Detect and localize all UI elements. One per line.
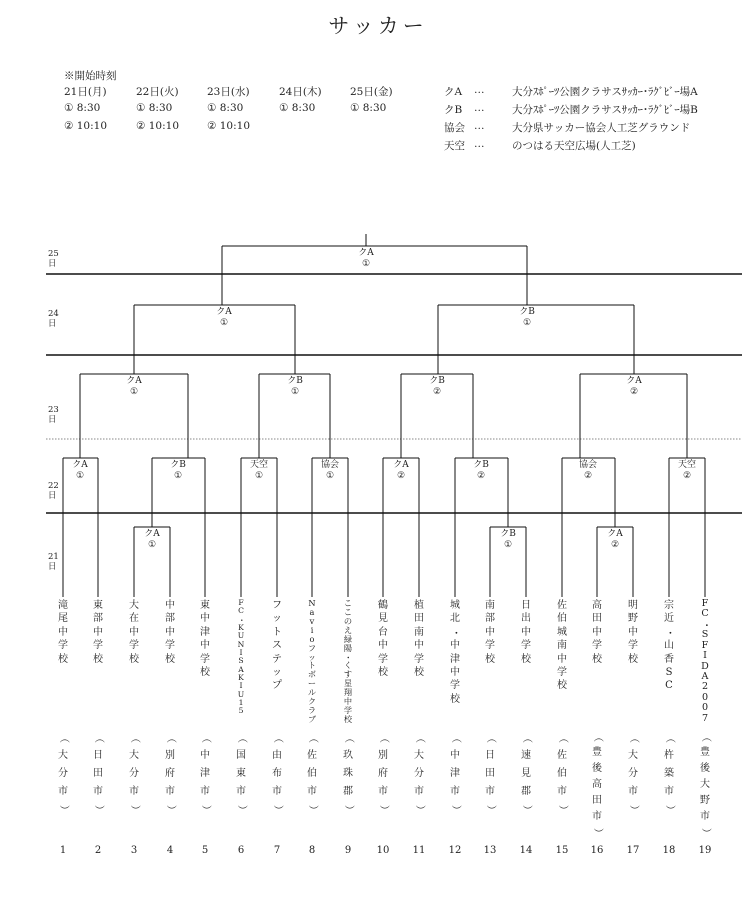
team-city: （ 国 東 市 ） bbox=[236, 733, 247, 815]
match-r1 bbox=[488, 529, 528, 551]
team-name: N a v i o フ ッ ト ボ ー ル ク ラ ブ bbox=[307, 598, 317, 724]
match-slot: ① bbox=[503, 540, 513, 550]
team-name: 宗 近 ・ 山 香 S C bbox=[663, 600, 675, 692]
team-city: （ 別 府 市 ） bbox=[165, 733, 176, 815]
day-number: 22 bbox=[48, 481, 59, 491]
match-venue: クB bbox=[473, 460, 489, 470]
day-number: 25 bbox=[48, 249, 59, 259]
match-final bbox=[346, 248, 386, 270]
team-city: （ 速 見 郡 ） bbox=[521, 733, 532, 815]
venue-name: 大分県サッカー協会人工芝グラウンド bbox=[512, 122, 691, 134]
team-number: 6 bbox=[237, 845, 245, 856]
team-number: 12 bbox=[448, 845, 462, 856]
schedule-time: ② 10:10 bbox=[136, 120, 180, 132]
match-r1 bbox=[595, 529, 635, 551]
team-number: 18 bbox=[662, 845, 676, 856]
match-r2 bbox=[381, 460, 421, 482]
team-name: フ ッ ト ス テ ッ プ bbox=[272, 600, 282, 692]
team-number: 19 bbox=[698, 845, 712, 856]
match-venue: クA bbox=[216, 307, 232, 317]
team-city: （ 大 分 市 ） bbox=[628, 733, 639, 815]
team-name: 城 北 ・ 中 津 中 学 校 bbox=[449, 600, 461, 705]
match-slot: ① bbox=[254, 471, 264, 481]
schedule-date: 25日(金) bbox=[350, 86, 393, 98]
schedule-date: 22日(火) bbox=[136, 86, 179, 98]
venue-abbr: 協会 bbox=[444, 122, 465, 134]
team-city: （ 日 田 市 ） bbox=[485, 733, 496, 815]
team-number: 14 bbox=[519, 845, 533, 856]
match-quarterfinal bbox=[114, 376, 154, 398]
day-number: 21 bbox=[48, 552, 59, 562]
team-city: （ 別 府 市 ） bbox=[378, 733, 389, 815]
match-venue: 天空 bbox=[677, 460, 696, 470]
match-venue: 協会 bbox=[578, 460, 597, 470]
team-city: （ 佐 伯 市 ） bbox=[307, 733, 318, 815]
team-number: 11 bbox=[412, 845, 426, 856]
match-slot: ② bbox=[583, 471, 593, 481]
team-name: 鶴 見 台 中 学 校 bbox=[378, 600, 388, 679]
schedule-time: ① 8:30 bbox=[207, 102, 244, 114]
schedule-date: 23日(水) bbox=[207, 86, 250, 98]
match-semifinal bbox=[507, 307, 547, 329]
match-r1 bbox=[132, 529, 172, 551]
match-venue: クA bbox=[607, 529, 623, 539]
venue-abbr: 天空 bbox=[444, 140, 465, 152]
match-venue: クA bbox=[358, 248, 374, 258]
match-venue: クB bbox=[429, 376, 445, 386]
venue-sep: … bbox=[474, 102, 485, 114]
team-city: （ 由 布 市 ） bbox=[272, 733, 283, 815]
match-semifinal bbox=[204, 307, 244, 329]
schedule-date: 24日(木) bbox=[279, 86, 322, 98]
team-name: 滝 尾 中 学 校 bbox=[58, 600, 68, 665]
match-slot: ① bbox=[129, 387, 139, 397]
team-name: 明 野 中 学 校 bbox=[628, 600, 638, 665]
schedule-time: ① 8:30 bbox=[64, 102, 101, 114]
team-city: （ 玖 珠 郡 ） bbox=[343, 733, 354, 815]
match-venue: クA bbox=[626, 376, 642, 386]
match-slot: ② bbox=[476, 471, 486, 481]
match-slot: ① bbox=[173, 471, 183, 481]
team-number: 4 bbox=[166, 845, 174, 856]
team-city: （ 大 分 市 ） bbox=[129, 733, 140, 815]
match-slot: ① bbox=[147, 540, 157, 550]
match-slot: ② bbox=[432, 387, 442, 397]
schedule-heading: ※開始時刻 bbox=[64, 70, 117, 82]
team-number: 5 bbox=[201, 845, 209, 856]
match-slot: ① bbox=[325, 471, 335, 481]
venue-name: のつはる天空広場(人工芝) bbox=[512, 140, 636, 152]
team-city: （ 杵 築 市 ） bbox=[664, 733, 675, 815]
schedule-time: ② 10:10 bbox=[207, 120, 251, 132]
match-venue: クB bbox=[170, 460, 186, 470]
day-unit: 日 bbox=[48, 562, 57, 572]
day-unit: 日 bbox=[48, 319, 57, 329]
match-venue: クA bbox=[126, 376, 142, 386]
page-title: サッカー bbox=[328, 14, 428, 38]
match-slot: ① bbox=[75, 471, 85, 481]
day-number: 24 bbox=[48, 309, 59, 319]
team-name: 高 田 中 学 校 bbox=[592, 600, 602, 665]
match-quarterfinal bbox=[614, 376, 654, 398]
venue-name: 大分ｽﾎﾟｰﾂ公園クラサスｻｯｶｰ･ﾗｸﾞﾋﾞｰ場B bbox=[512, 104, 698, 116]
team-number: 1 bbox=[59, 845, 67, 856]
team-number: 9 bbox=[344, 845, 352, 856]
team-name: 南 部 中 学 校 bbox=[485, 600, 495, 665]
team-name: F C ・ K U N I S A K I U 1 5 bbox=[237, 598, 247, 716]
match-venue: クA bbox=[393, 460, 409, 470]
team-city: （ 日 田 市 ） bbox=[93, 733, 104, 815]
team-name: 大 在 中 学 校 bbox=[129, 600, 139, 665]
venue-abbr: クB bbox=[444, 104, 463, 116]
match-venue: 協会 bbox=[320, 460, 339, 470]
team-name: 植 田 南 中 学 校 bbox=[414, 600, 424, 679]
team-name: F C ・ S F I D A 2 0 0 7 bbox=[700, 598, 712, 724]
team-number: 3 bbox=[130, 845, 138, 856]
venue-abbr: クA bbox=[444, 86, 463, 98]
match-r2 bbox=[461, 460, 501, 482]
match-slot: ① bbox=[361, 259, 371, 269]
match-slot: ② bbox=[610, 540, 620, 550]
match-slot: ① bbox=[522, 318, 532, 328]
team-city: （ 佐 伯 市 ） bbox=[557, 733, 568, 815]
match-slot: ② bbox=[396, 471, 406, 481]
schedule-time: ① 8:30 bbox=[350, 102, 387, 114]
match-slot: ② bbox=[629, 387, 639, 397]
match-venue: クB bbox=[287, 376, 303, 386]
team-number: 2 bbox=[94, 845, 102, 856]
schedule-time: ① 8:30 bbox=[279, 102, 316, 114]
match-r2 bbox=[667, 460, 707, 482]
venue-name: 大分ｽﾎﾟｰﾂ公園クラサスｻｯｶｰ･ﾗｸﾞﾋﾞｰ場A bbox=[512, 86, 698, 98]
venue-sep: … bbox=[474, 84, 485, 96]
team-city: （ 中 津 市 ） bbox=[200, 733, 211, 815]
venue-sep: … bbox=[474, 138, 485, 150]
match-venue: クB bbox=[519, 307, 535, 317]
team-number: 13 bbox=[483, 845, 497, 856]
team-city: （ 中 津 市 ） bbox=[450, 733, 461, 815]
match-r2 bbox=[239, 460, 279, 482]
match-slot: ① bbox=[219, 318, 229, 328]
match-venue: クA bbox=[72, 460, 88, 470]
team-city: （ 大 分 市 ） bbox=[414, 733, 425, 815]
schedule-time: ② 10:10 bbox=[64, 120, 108, 132]
team-number: 16 bbox=[590, 845, 604, 856]
match-venue: クA bbox=[144, 529, 160, 539]
team-name: 日 出 中 学 校 bbox=[521, 600, 531, 665]
team-city: （ 大 分 市 ） bbox=[58, 733, 69, 815]
day-unit: 日 bbox=[48, 491, 57, 501]
team-number: 7 bbox=[273, 845, 281, 856]
day-number: 23 bbox=[48, 405, 59, 415]
match-quarterfinal bbox=[417, 376, 457, 398]
match-venue: 天空 bbox=[249, 460, 268, 470]
team-number: 8 bbox=[308, 845, 316, 856]
team-name: 東 部 中 学 校 bbox=[93, 600, 103, 665]
match-slot: ① bbox=[290, 387, 300, 397]
team-number: 15 bbox=[555, 845, 569, 856]
team-city: （ 豊 後 高 田 市 ） bbox=[592, 732, 603, 838]
team-name: こ こ の え 緑 陽 ・ く す 星 翔 中 学 校 bbox=[343, 598, 354, 724]
venue-sep: … bbox=[474, 120, 485, 132]
match-quarterfinal bbox=[275, 376, 315, 398]
schedule-date: 21日(月) bbox=[64, 86, 107, 98]
team-name: 中 部 中 学 校 bbox=[165, 600, 175, 665]
team-city: （ 豊 後 大 野 市 ） bbox=[700, 732, 711, 838]
match-r2 bbox=[60, 460, 100, 482]
team-name: 東 中 津 中 学 校 bbox=[200, 600, 210, 679]
match-r2 bbox=[158, 460, 198, 482]
team-number: 10 bbox=[376, 845, 390, 856]
match-venue: クB bbox=[500, 529, 516, 539]
match-r2 bbox=[568, 460, 608, 482]
day-unit: 日 bbox=[48, 259, 57, 269]
match-slot: ② bbox=[682, 471, 692, 481]
team-number: 17 bbox=[626, 845, 640, 856]
team-name: 佐 伯 城 南 中 学 校 bbox=[557, 600, 567, 692]
day-unit: 日 bbox=[48, 415, 57, 425]
match-r2 bbox=[310, 460, 350, 482]
schedule-time: ① 8:30 bbox=[136, 102, 173, 114]
